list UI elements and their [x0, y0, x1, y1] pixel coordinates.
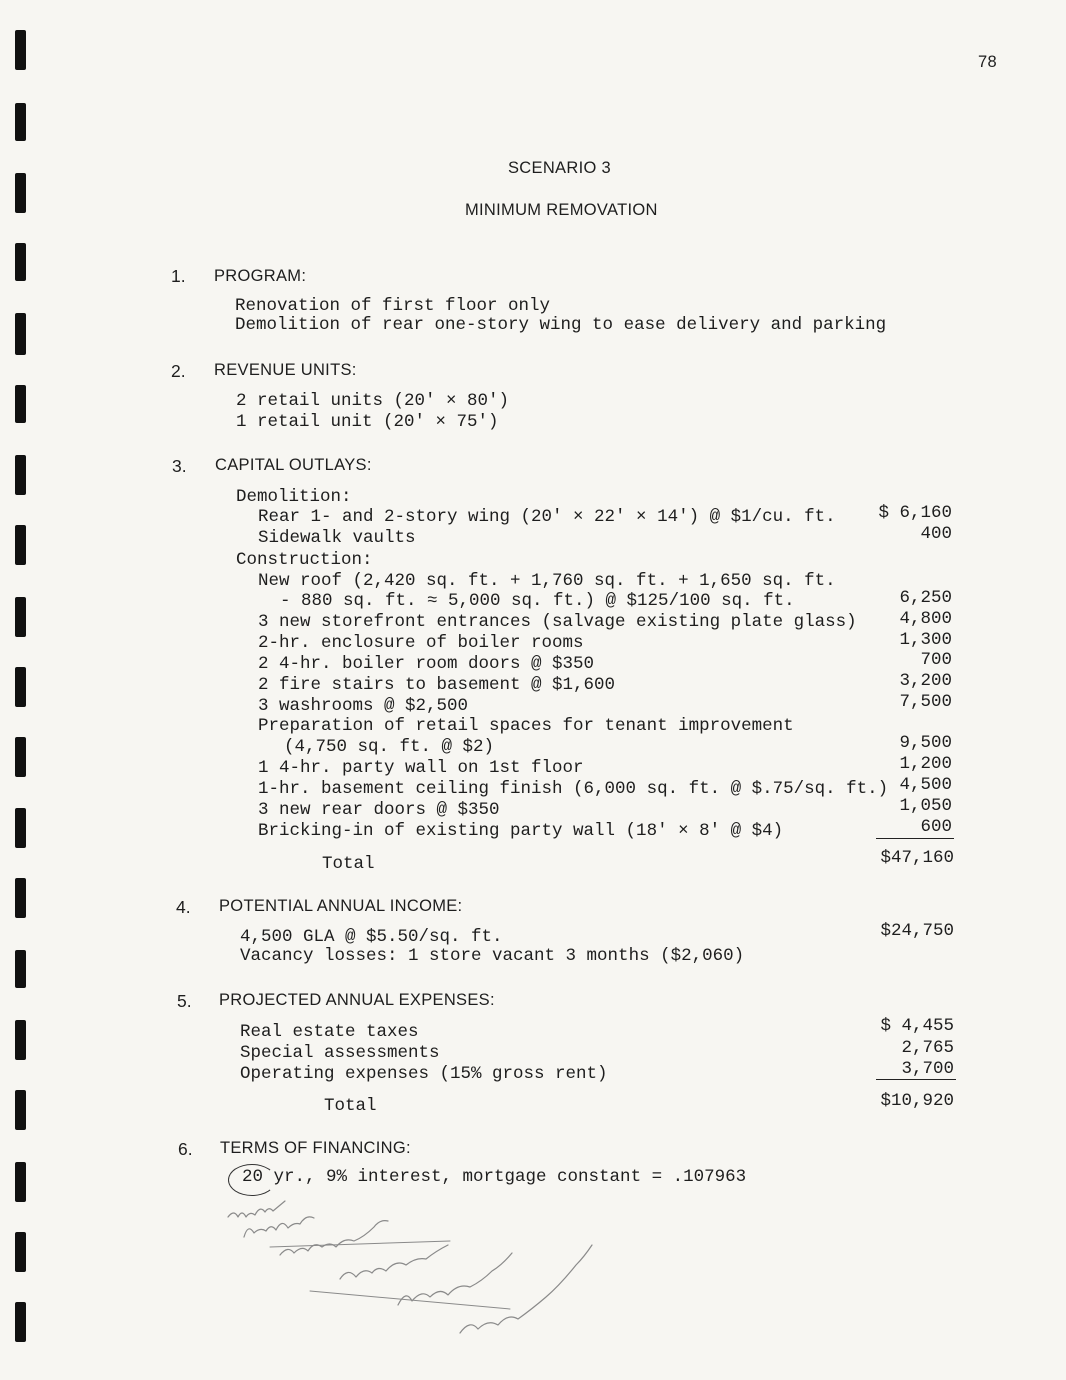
line-item-amount: 4,800	[899, 609, 952, 629]
subtotal-rule	[876, 1079, 956, 1080]
line-item-amount: 6,250	[899, 588, 952, 608]
binding-hole	[15, 1090, 26, 1130]
scenario-subtitle: MINIMUM REMOVATION	[465, 201, 658, 219]
scenario-title: SCENARIO 3	[508, 159, 611, 177]
section-number: 2.	[171, 361, 186, 381]
line-item-amount: 1,300	[899, 630, 952, 650]
binding-hole	[15, 808, 26, 848]
line-item-text: - 880 sq. ft. ≈ 5,000 sq. ft.) @ $125/100 sq. ft.	[280, 591, 795, 611]
section-heading-revenue-units: REVENUE UNITS:	[214, 361, 357, 379]
section-heading-projected-expenses: PROJECTED ANNUAL EXPENSES:	[219, 991, 495, 1009]
line-item-amount: 7,500	[899, 692, 952, 712]
program-line: Demolition of rear one-story wing to ease delivery and parking	[235, 315, 887, 335]
line-item-text: Bricking-in of existing party wall (18' × 8' @ $4)	[258, 821, 784, 841]
section-number: 4.	[176, 897, 191, 917]
section-number: 1.	[171, 266, 186, 286]
binding-hole	[15, 385, 26, 423]
binding-hole	[15, 1020, 26, 1060]
line-item-amount: 9,500	[899, 733, 952, 753]
line-item-text: 2 fire stairs to basement @ $1,600	[258, 675, 616, 695]
total-label: Total	[322, 854, 375, 874]
expense-line: Real estate taxes	[240, 1022, 419, 1042]
line-item-text: 3 new storefront entrances (salvage existing plate glass)	[258, 612, 857, 632]
binding-hole	[15, 313, 26, 355]
section-number: 5.	[177, 991, 192, 1011]
binding-hole	[15, 525, 26, 565]
line-item-amount: $ 6,160	[878, 503, 952, 523]
line-item-text: Preparation of retail spaces for tenant improvement	[258, 716, 794, 736]
line-item-amount: 600	[920, 817, 952, 837]
expense-amount: 3,700	[901, 1059, 954, 1079]
line-item-text: 2 4-hr. boiler room doors @ $350	[258, 654, 595, 674]
binding-hole	[15, 1232, 26, 1272]
binding-hole	[15, 878, 26, 918]
line-item-text: New roof (2,420 sq. ft. + 1,760 sq. ft. + 1,650 sq. ft.	[258, 571, 836, 591]
line-item-amount: 1,050	[899, 796, 952, 816]
total-amount: $47,160	[880, 848, 954, 868]
binding-holes	[0, 0, 40, 1380]
income-amount: $24,750	[880, 921, 954, 941]
line-item-amount: 4,500	[899, 775, 952, 795]
line-item-text: (4,750 sq. ft. @ $2)	[284, 737, 495, 757]
line-item-text: 2-hr. enclosure of boiler rooms	[258, 633, 584, 653]
expense-amount: 2,765	[901, 1038, 954, 1058]
binding-hole	[15, 455, 26, 495]
binding-hole	[15, 173, 26, 213]
line-item-text: Sidewalk vaults	[258, 528, 416, 548]
subtotal-rule	[876, 838, 954, 839]
binding-hole	[15, 1302, 26, 1342]
line-item-amount: 3,200	[899, 671, 952, 691]
total-label: Total	[324, 1096, 377, 1116]
expense-line: Operating expenses (15% gross rent)	[240, 1064, 608, 1084]
expense-line: Special assessments	[240, 1043, 440, 1063]
line-item-amount: 1,200	[899, 754, 952, 774]
section-heading-potential-income: POTENTIAL ANNUAL INCOME:	[219, 897, 463, 915]
binding-hole	[15, 950, 26, 988]
line-item-amount: 700	[920, 650, 952, 670]
page-number: 78	[978, 53, 997, 71]
vacancy-line: Vacancy losses: 1 store vacant 3 months ($2,060)	[240, 946, 745, 966]
section-number: 3.	[172, 456, 187, 476]
revenue-unit-line: 1 retail unit (20' × 75')	[236, 412, 499, 432]
binding-hole	[15, 597, 26, 637]
handwritten-note	[210, 1195, 630, 1345]
income-line: 4,500 GLA @ $5.50/sq. ft.	[240, 927, 503, 947]
total-amount: $10,920	[880, 1091, 954, 1111]
section-number: 6.	[178, 1139, 193, 1159]
line-item-text: 3 new rear doors @ $350	[258, 800, 500, 820]
financing-line: 20 yr., 9% interest, mortgage constant = .107963	[242, 1167, 747, 1187]
section-heading-program: PROGRAM:	[214, 267, 307, 285]
line-item-text: 1-hr. basement ceiling finish (6,000 sq. ft. @ $.75/sq. ft.)	[258, 779, 889, 799]
line-item-amount: 400	[920, 524, 952, 544]
section-heading-capital-outlays: CAPITAL OUTLAYS:	[215, 456, 372, 474]
binding-hole	[15, 30, 26, 70]
line-item-text: 1 4-hr. party wall on 1st floor	[258, 758, 584, 778]
binding-hole	[15, 1162, 26, 1202]
revenue-unit-line: 2 retail units (20' × 80')	[236, 391, 510, 411]
section-heading-financing: TERMS OF FINANCING:	[220, 1139, 411, 1157]
binding-hole	[15, 103, 26, 141]
construction-label: Construction:	[236, 550, 373, 570]
expense-amount: $ 4,455	[880, 1016, 954, 1036]
line-item-text: 3 washrooms @ $2,500	[258, 696, 469, 716]
binding-hole	[15, 243, 26, 281]
binding-hole	[15, 737, 26, 777]
demolition-label: Demolition:	[236, 487, 352, 507]
program-line: Renovation of first floor only	[235, 296, 551, 316]
line-item-text: Rear 1- and 2-story wing (20' × 22' × 14') @ $1/cu. ft.	[258, 507, 836, 527]
binding-hole	[15, 667, 26, 707]
